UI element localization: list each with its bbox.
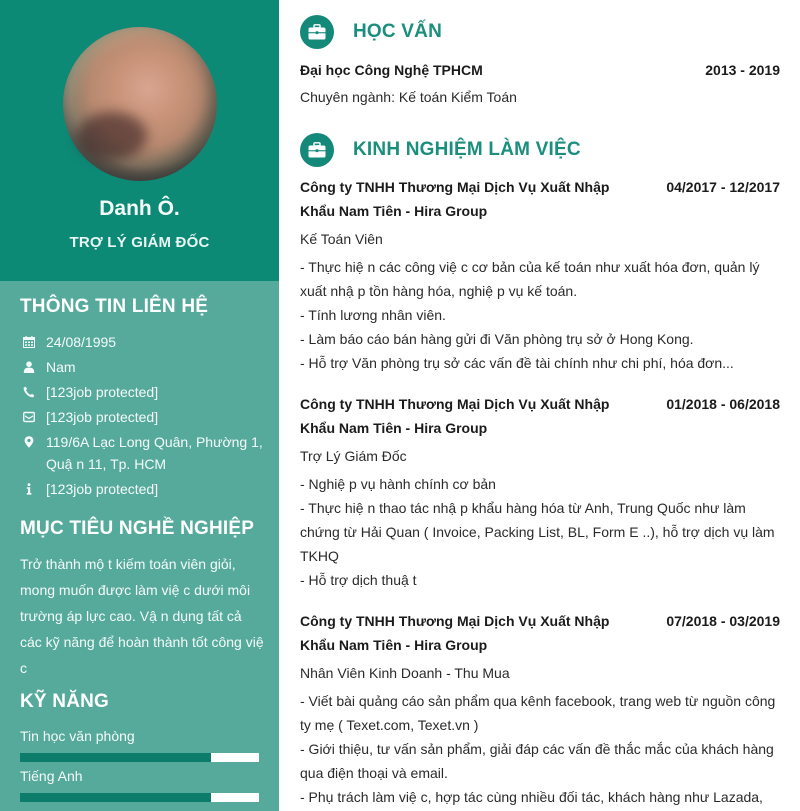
job-position: Kế Toán Viên [300, 231, 383, 247]
experience-heading: KINH NGHIỆM LÀM VIỆC [353, 139, 581, 160]
skill-bar-fill [20, 793, 211, 802]
contact-text: [123job protected] [46, 409, 159, 425]
job-company: Công ty TNHH Thương Mại Dịch Vụ Xuất Nhập Khẩu Nam Tiên - Hira Group [300, 396, 610, 436]
duty-item: - Thực hiệ n thao tác nhậ p khẩu hàng hóa từ Anh, Trung Quốc như làm chứng từ Hải Quan ( Invoice, Packing List, BL, Form E ..), hỗ trợ dịch vụ làm TKHQ [300, 500, 775, 564]
contact-text: [123job protected] [46, 481, 159, 497]
contact-list [20, 331, 270, 503]
skills-heading: KỸ NĂNG [20, 691, 110, 712]
contact-gender [20, 356, 270, 378]
duty-item: - Phụ trách làm việ c, hợp tác cùng nhiều đối tác, khách hàng như Lazada, [300, 789, 763, 805]
job-duties [300, 255, 785, 375]
contact-address [20, 431, 270, 475]
objective-heading: MỤC TIÊU NGHỀ NGHIỆP [20, 518, 255, 539]
job-dates: 01/2018 - 06/2018 [666, 396, 780, 412]
calendar-icon [20, 331, 46, 353]
duty-item: - Giới thiệu, tư vấn sản phẩm, giải đáp các vấn đề thắc mắc của khách hàng qua điện thoại và email. [300, 741, 774, 781]
duty-item: - Hỗ trợ Văn phòng trụ sở các vấn đề tài chính như chi phí, hóa đơn... [300, 355, 734, 371]
profile-header [0, 0, 279, 281]
job-dates: 07/2018 - 03/2019 [666, 613, 780, 629]
education-header [300, 15, 442, 49]
contact-email [20, 406, 270, 428]
duty-item: - Hỗ trợ dịch thuậ t [300, 572, 417, 588]
info-icon [20, 478, 46, 500]
job-row [300, 175, 780, 223]
duty-item: - Làm báo cáo bán hàng gửi đi Văn phòng trụ sở ở Hong Kong. [300, 331, 694, 347]
phone-icon [20, 381, 46, 403]
skill-label: Tin học văn phòng [20, 728, 135, 744]
contact-heading: THÔNG TIN LIÊN HỆ [20, 296, 209, 317]
contact-text: Nam [46, 359, 76, 375]
education-heading: HỌC VẤN [353, 21, 443, 42]
job-duties [300, 472, 785, 592]
briefcase-icon [300, 15, 334, 49]
contact-text: 24/08/1995 [46, 334, 117, 350]
job-position: Nhân Viên Kinh Doanh - Thu Mua [300, 665, 510, 681]
user-icon [20, 356, 46, 378]
job-duties [300, 689, 785, 809]
skill-label: Tiếng Anh [20, 768, 83, 784]
job-dates: 04/2017 - 12/2017 [666, 179, 780, 195]
candidate-title: TRỢ LÝ GIÁM ĐỐC [69, 234, 210, 251]
job-company: Công ty TNHH Thương Mại Dịch Vụ Xuất Nhập Khẩu Nam Tiên - Hira Group [300, 179, 610, 219]
map-marker-icon [20, 431, 46, 453]
duty-item: - Nghiệ p vụ hành chính cơ bản [300, 476, 496, 492]
school-name: Đại học Công Nghệ TPHCM [300, 62, 483, 78]
education-years: 2013 - 2019 [705, 62, 780, 78]
skill-bar-fill [20, 753, 211, 762]
duty-item: - Tính lương nhân viên. [300, 307, 446, 323]
duty-item: - Thực hiệ n các công việ c cơ bản của kế toán như xuất hóa đơn, quản lý xuất nhậ p tồn hàng hóa, nghiệ p vụ kế toán. [300, 259, 760, 299]
envelope-icon [20, 406, 46, 428]
avatar [63, 27, 217, 181]
contact-info [20, 478, 270, 500]
contact-phone [20, 381, 270, 403]
briefcase-icon [300, 133, 334, 167]
objective-text: Trở thành mộ t kiếm toán viên giỏi, mong muốn được làm việ c dưới môi trường áp lực cao. Vậ n dụng tất cả các kỹ năng để hoàn thành tốt công việ c [20, 556, 264, 676]
job-position: Trợ Lý Giám Đốc [300, 448, 407, 464]
candidate-name: Danh Ô. [99, 197, 180, 220]
education-row [300, 58, 780, 82]
job-row [300, 609, 780, 657]
skill-item [20, 767, 260, 802]
contact-birthdate [20, 331, 270, 353]
skill-bar [20, 793, 259, 802]
skill-bar [20, 753, 259, 762]
education-major: Chuyên ngành: Kế toán Kiểm Toán [300, 89, 517, 105]
experience-header [300, 133, 581, 167]
skill-item [20, 727, 260, 762]
job-company: Công ty TNHH Thương Mại Dịch Vụ Xuất Nhập Khẩu Nam Tiên - Hira Group [300, 613, 610, 653]
contact-text: [123job protected] [46, 384, 159, 400]
sidebar [0, 0, 279, 811]
job-row [300, 392, 780, 440]
duty-item: - Viết bài quảng cáo sản phẩm qua kênh facebook, trang web từ nguồn công ty mẹ ( Texet.com, Texet.vn ) [300, 693, 776, 733]
contact-text: 119/6A Lạc Long Quân, Phường 1, Quậ n 11, Tp. HCM [46, 434, 263, 472]
